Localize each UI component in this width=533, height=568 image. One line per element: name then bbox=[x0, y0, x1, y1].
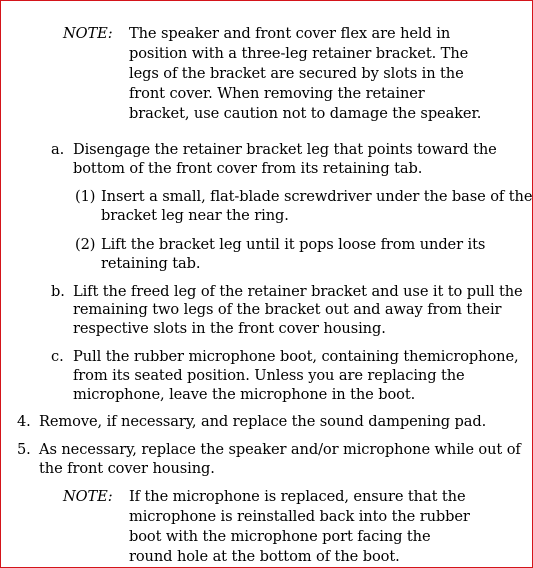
step-text-line: from its seated position. Unless you are replacing the bbox=[73, 367, 465, 384]
substep-text-line: retaining tab. bbox=[101, 255, 201, 272]
step-text-line: the front cover housing. bbox=[39, 460, 215, 477]
note-text-line: position with a three-leg retainer bracket. The bbox=[129, 45, 469, 62]
step-text-line: Remove, if necessary, and replace the sound dampening pad. bbox=[39, 413, 487, 430]
substep-text-line: Insert a small, flat-blade screwdriver under the base of the bbox=[101, 188, 533, 205]
note-text-line: If the microphone is replaced, ensure that the bbox=[129, 488, 466, 505]
substep-text-line: Lift the bracket leg until it pops loose from under its bbox=[101, 236, 486, 253]
note-label: NOTE: bbox=[63, 25, 113, 42]
step-text-line: microphone, leave the microphone in the boot. bbox=[73, 386, 416, 403]
step-text-line: Lift the freed leg of the retainer bracket and use it to pull the bbox=[73, 283, 523, 300]
step-text-line: As necessary, replace the speaker and/or microphone while out of bbox=[39, 441, 521, 458]
substep-marker: (1) bbox=[75, 188, 96, 205]
step-marker: 5. bbox=[17, 441, 31, 458]
step-text-line: bottom of the front cover from its retaining tab. bbox=[73, 160, 423, 177]
note-text-line: boot with the microphone port facing the bbox=[129, 528, 431, 545]
note-text-line: bracket, use caution not to damage the speaker. bbox=[129, 105, 482, 122]
note-label: NOTE: bbox=[63, 488, 113, 505]
step-marker: b. bbox=[51, 283, 65, 300]
step-marker: a. bbox=[51, 141, 65, 158]
note-text-line: round hole at the bottom of the boot. bbox=[129, 548, 400, 565]
step-text-line: respective slots in the front cover housing. bbox=[73, 320, 386, 337]
note-text-line: legs of the bracket are secured by slots in the bbox=[129, 65, 464, 82]
note-text-line: The speaker and front cover flex are held in bbox=[129, 25, 451, 42]
step-text-line: Disengage the retainer bracket leg that points toward the bbox=[73, 141, 497, 158]
substep-text-line: bracket leg near the ring. bbox=[101, 207, 289, 224]
step-marker: c. bbox=[51, 348, 64, 365]
step-text-line: Pull the rubber microphone boot, containing themicrophone, bbox=[73, 348, 519, 365]
substep-marker: (2) bbox=[75, 236, 96, 253]
note-text-line: microphone is reinstalled back into the rubber bbox=[129, 508, 470, 525]
step-marker: 4. bbox=[17, 413, 31, 430]
step-text-line: remaining two legs of the bracket out and away from their bbox=[73, 301, 502, 318]
note-text-line: front cover. When removing the retainer bbox=[129, 85, 425, 102]
